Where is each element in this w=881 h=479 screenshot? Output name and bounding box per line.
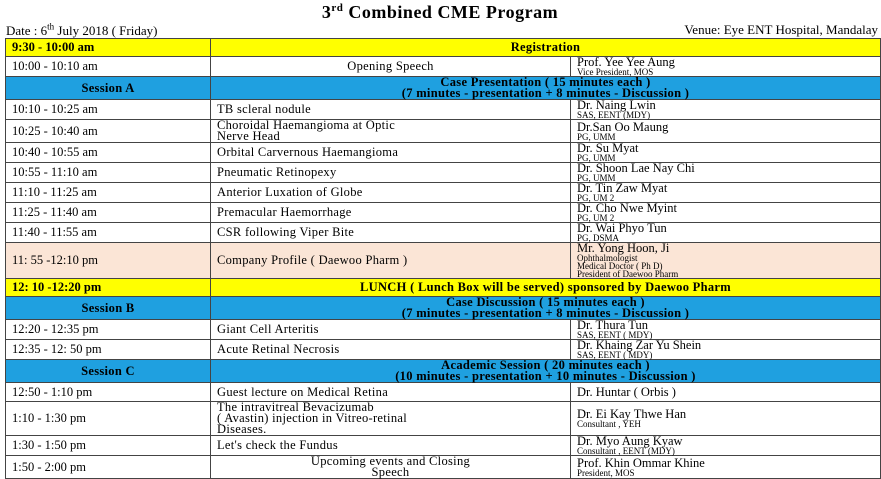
table-row xyxy=(6,223,881,243)
table-row xyxy=(6,183,881,203)
time-cell: 12:50 - 1:10 pm xyxy=(6,383,211,402)
lunch-row xyxy=(6,279,881,297)
topic-cell: Anterior Luxation of Globe xyxy=(211,183,571,203)
session-label: Session B xyxy=(6,297,211,320)
time-cell: 11:40 - 11:55 am xyxy=(6,223,211,243)
session-label: Session A xyxy=(6,77,211,100)
time-cell: 10:10 - 10:25 am xyxy=(6,100,211,120)
table-row xyxy=(6,340,881,360)
speaker-cell: Dr. Cho Nwe Myint PG, UM 2 xyxy=(571,203,881,223)
speaker-cell: Dr.San Oo Maung PG, UMM xyxy=(571,120,881,143)
time-cell: 12: 10 -12:20 pm xyxy=(6,279,211,297)
topic-cell: CSR following Viper Bite xyxy=(211,223,571,243)
time-cell: 10:40 - 10:55 am xyxy=(6,143,211,163)
speaker-cell: Mr. Yong Hoon, Ji Ophthalmologist Medical Doctor ( Ph D) President of Daewoo Pharm xyxy=(571,243,881,279)
time-cell: 10:25 - 10:40 am xyxy=(6,120,211,143)
session-heading: Academic Session ( 20 minutes each ) (10 minutes - presentation + 10 minutes - Discussion ) xyxy=(211,360,881,383)
session-heading: Case Discussion ( 15 minutes each ) (7 minutes - presentation + 8 minutes - Discussion ) xyxy=(211,297,881,320)
speaker-cell: Prof. Khin Ommar Khine President, MOS xyxy=(571,456,881,479)
time-cell: 10:55 - 11:10 am xyxy=(6,163,211,183)
topic-cell: Orbital Carvernous Haemangioma xyxy=(211,143,571,163)
topic-cell: Let's check the Fundus xyxy=(211,436,571,456)
topic-cell: Pneumatic Retinopexy xyxy=(211,163,571,183)
speaker-cell: Dr. Khaing Zar Yu Shein SAS, EENT ( MDY) xyxy=(571,340,881,360)
time-cell: 1:10 - 1:30 pm xyxy=(6,402,211,436)
topic-cell: Acute Retinal Necrosis xyxy=(211,340,571,360)
speaker-cell: Dr. Tin Zaw Myat PG, UM 2 xyxy=(571,183,881,203)
session-heading: Case Presentation ( 15 minutes each ) (7 minutes - presentation + 8 minutes - Discussion ) xyxy=(211,77,881,100)
topic-cell: Company Profile ( Daewoo Pharm ) xyxy=(211,243,571,279)
speaker-cell: Dr. Thura Tun SAS, EENT ( MDY) xyxy=(571,320,881,340)
session-c-header xyxy=(6,360,881,383)
session-a-header xyxy=(6,77,881,100)
time-cell: 12:20 - 12:35 pm xyxy=(6,320,211,340)
table-row xyxy=(6,203,881,223)
topic-cell: TB scleral nodule xyxy=(211,100,571,120)
topic-cell: Giant Cell Arteritis xyxy=(211,320,571,340)
speaker-cell: Dr. Huntar ( Orbis ) xyxy=(571,383,881,402)
speaker-cell: Dr. Ei Kay Thwe Han Consultant , YEH xyxy=(571,402,881,436)
table-row xyxy=(6,143,881,163)
time-cell: 11: 55 -12:10 pm xyxy=(6,243,211,279)
date-venue-line xyxy=(6,22,880,39)
table-row xyxy=(6,120,881,143)
time-cell: 1:30 - 1:50 pm xyxy=(6,436,211,456)
time-cell: 11:25 - 11:40 am xyxy=(6,203,211,223)
time-cell: 1:50 - 2:00 pm xyxy=(6,456,211,479)
topic-cell: Upcoming events and Closing Speech xyxy=(211,456,571,479)
lunch-label: LUNCH ( Lunch Box will be served) sponsored by Daewoo Pharm xyxy=(211,279,881,297)
speaker-cell: Dr. Myo Aung Kyaw Consultant , EENT (MDY) xyxy=(571,436,881,456)
speaker-cell: Dr. Wai Phyo Tun PG, DSMA xyxy=(571,223,881,243)
table-row xyxy=(6,436,881,456)
speaker-cell: Prof. Yee Yee Aung Vice President, MOS xyxy=(571,57,881,77)
table-row xyxy=(6,100,881,120)
table-row xyxy=(6,320,881,340)
venue-text: Venue: Eye ENT Hospital, Mandalay xyxy=(684,22,878,37)
time-cell: 9:30 - 10:00 am xyxy=(6,39,211,57)
company-profile-row xyxy=(6,243,881,279)
table-row xyxy=(6,402,881,436)
topic-cell: The intravitreal Bevacizumab ( Avastin) injection in Vitreo-retinal Diseases. xyxy=(211,402,571,436)
registration-label: Registration xyxy=(211,39,881,57)
speaker-cell: Dr. Su Myat PG, UMM xyxy=(571,143,881,163)
speaker-cell: Dr. Naing Lwin SAS, EENT (MDY) xyxy=(571,100,881,120)
table-row xyxy=(6,57,881,77)
page-title: 3rd Combined CME Program xyxy=(321,2,559,22)
table-row xyxy=(6,163,881,183)
topic-cell: Opening Speech xyxy=(211,57,571,77)
table-row xyxy=(6,383,881,402)
table-row xyxy=(6,456,881,479)
date-text: Date : 6th July 2018 ( Friday) xyxy=(6,22,158,39)
topic-cell: Premacular Haemorrhage xyxy=(211,203,571,223)
program-table xyxy=(5,38,881,479)
time-cell: 11:10 - 11:25 am xyxy=(6,183,211,203)
session-b-header xyxy=(6,297,881,320)
topic-cell: Choroidal Haemangioma at Optic Nerve Head xyxy=(211,120,571,143)
topic-cell: Guest lecture on Medical Retina xyxy=(211,383,571,402)
time-cell: 12:35 - 12: 50 pm xyxy=(6,340,211,360)
session-label: Session C xyxy=(6,360,211,383)
registration-row xyxy=(6,39,881,57)
speaker-cell: Dr. Shoon Lae Nay Chi PG, UMM xyxy=(571,163,881,183)
time-cell: 10:00 - 10:10 am xyxy=(6,57,211,77)
